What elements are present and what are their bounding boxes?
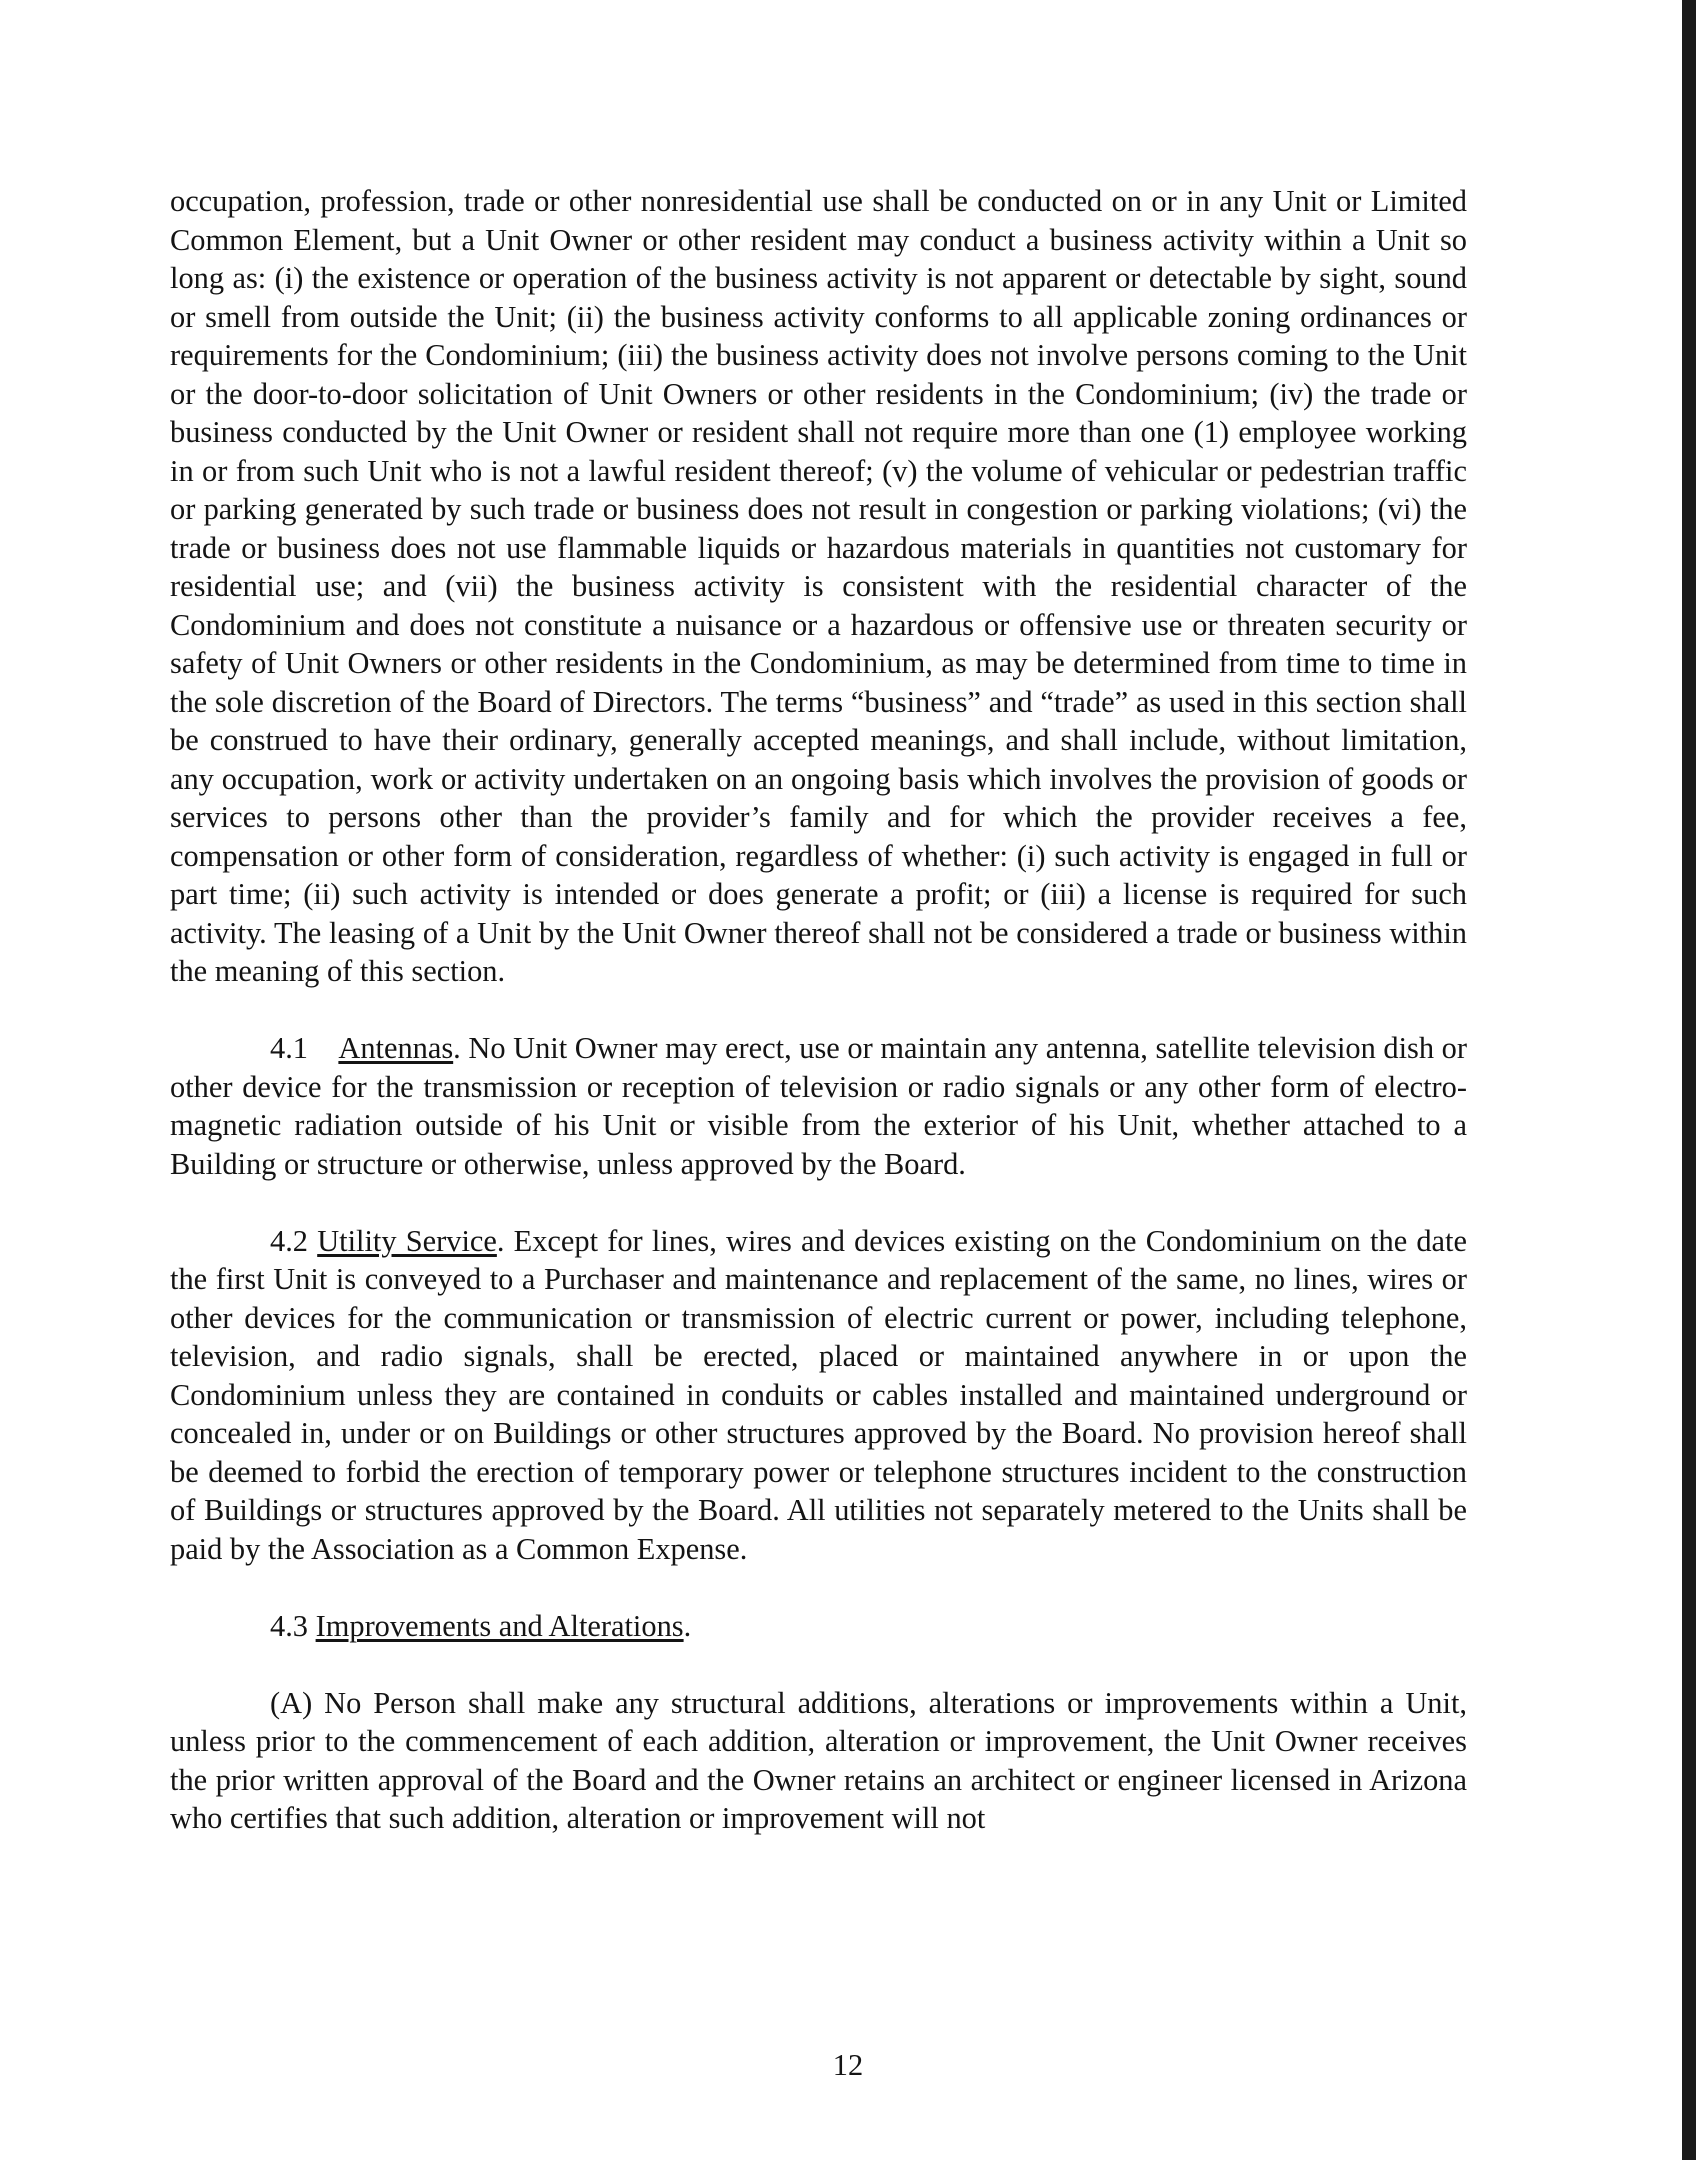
opening-paragraph: occupation, profession, trade or other nonresidential use shall be conducted on or in any Unit or Limited Common Element, but a Unit Owner or other resident may conduct a business activity within a Unit so long as: (i) the existence or operation of the business activity is not apparent or detectable by sight, sound or smell from outside the Unit; (ii) the business activity conforms to all applicable zoning ordinances or requirements for the Condominium; (iii) the business activity does not involve persons coming to the Unit or the door-to-door solicitation of Unit Owners or other residents in the Condominium; (iv) the trade or business conducted by the Unit Owner or resident shall not require more than one (1) employee working in or from such Unit who is not a lawful resident thereof; (v) the volume of vehicular or pedestrian traffic or parking generated by such trade or business does not result in congestion or parking violations; (vi) the trade or business does not use flammable liquids or hazardous materials in quantities not customary for residential use; and (vii) the business activity is consistent with the residential character of the Condominium and does not constitute a nuisance or a hazardous or offensive use or threaten security or safety of Unit Owners or other residents in the Condominium, as may be determined from time to time in the sole discretion of the Board of Directors. The terms “business” and “trade” as used in this section shall be construed to have their ordinary, generally accepted meanings, and shall include, without limitation, any occupation, work or activity undertaken on an ongoing basis which involves the provision of goods or services to persons other than the provider’s family and for which the provider receives a fee, compensation or other form of consideration, regardless of whether: (i) such activity is engaged in full or part time; (ii) such activity is intended or does generate a profit; or (iii) a license is required for such activity. The leasing of a Unit by the Unit Owner thereof shall not be considered a trade or business within the meaning of this section. xyxy=(170,184,1467,988)
section-4-1-body: . No Unit Owner may erect, use or maintain any antenna, satellite television dish or other device for the transmission or reception of television or radio signals or any other form of electro-magnetic radiation outside of his Unit or visible from the exterior of his Unit, whether attached to a Building or structure or otherwise, unless approved by the Board. xyxy=(170,1031,1467,1181)
page-number: 12 xyxy=(832,2048,864,2082)
paragraph-gap xyxy=(170,1645,1467,1684)
section-4-3-heading: Improvements and Alterations xyxy=(315,1608,684,1643)
section-4-1 xyxy=(170,1029,1467,1183)
section-4-2 xyxy=(170,1222,1467,1569)
section-4-1-number: 4.1 xyxy=(270,1031,308,1065)
scan-edge xyxy=(1682,0,1696,2160)
section-4-2-body: . Except for lines, wires and devices existing on the Condominium on the date the first Unit is conveyed to a Purchaser and maintenance and replacement of the same, no lines, wires or other devices for the communication or transmission of electric current or power, including telephone, television, and radio signals, shall be erected, placed or maintained anywhere in or upon the Condominium unless they are contained in conduits or cables installed and maintained underground or concealed in, under or on Buildings or other structures approved by the Board. No provision hereof shall be deemed to forbid the erection of temporary power or telephone structures incident to the construction of Buildings or structures approved by the Board. All utilities not separately metered to the Units shall be paid by the Association as a Common Expense. xyxy=(170,1223,1467,1566)
section-4-1-heading: Antennas xyxy=(338,1031,454,1065)
section-4-2-number: 4.2 xyxy=(270,1223,308,1258)
paragraph-gap xyxy=(170,991,1467,1030)
section-4-3-title xyxy=(170,1607,1467,1646)
paragraph-gap xyxy=(170,1183,1467,1222)
paragraph-gap xyxy=(170,1568,1467,1607)
page-body xyxy=(170,182,1467,1838)
section-4-2-heading: Utility Service xyxy=(317,1223,497,1258)
section-4-3-number: 4.3 xyxy=(270,1608,308,1643)
section-4-3-subsection-a: (A) No Person shall make any structural additions, alterations or improvements within a Unit, unless prior to the commencement of each addition, alteration or improvement, the Unit Owner receives the prior written approval of the Board and the Owner retains an architect or engineer licensed in Arizona who certifies that such addition, alteration or improvement will not xyxy=(170,1685,1467,1835)
section-4-3-heading-suffix: . xyxy=(683,1608,692,1643)
